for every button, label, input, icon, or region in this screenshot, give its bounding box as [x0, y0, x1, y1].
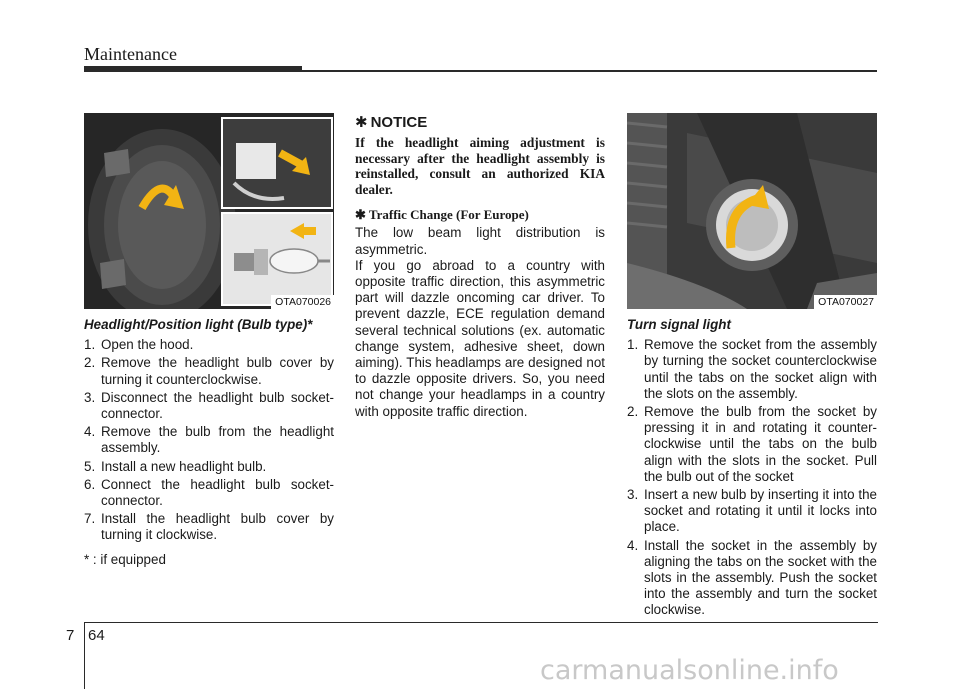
- list-item: 7. Install the headlight bulb cover by turning it clockwise.: [84, 511, 334, 543]
- chapter-number: 7: [66, 627, 75, 644]
- list-item: 2. Remove the bulb from the socket by pressing it in and rotating it counter-clockwise until the tabs on the bulb align with the slots in the socket. Pull the bulb out of the socket: [627, 404, 877, 484]
- header-rule-thin: [302, 70, 877, 72]
- asterisk-icon: ✱: [355, 207, 366, 223]
- list-item: 4. Remove the bulb from the headlight assembly.: [84, 424, 334, 456]
- notice-heading: [355, 115, 605, 131]
- notice-text: If the headlight aiming adjustment is necessary after the headlight assembly is reinstalled, consult an authorized KIA dealer.: [355, 135, 605, 197]
- turn-signal-section-title: Turn signal light: [627, 317, 731, 332]
- watermark: carmanualsonline.info: [540, 655, 839, 686]
- list-item: 3. Insert a new bulb by inserting it into the socket and rotating it until it locks into place.: [627, 487, 877, 535]
- figure-code: OTA070026: [271, 295, 334, 309]
- list-item: 1. Remove the socket from the assembly by turning the socket counterclockwise until the tabs on the socket align with the slots on the assembly.: [627, 337, 877, 401]
- turn-signal-photo-illustration: [627, 113, 877, 309]
- header-rule-thick: [84, 66, 302, 72]
- footnote: * : if equipped: [84, 551, 166, 567]
- page-number: 64: [88, 627, 105, 644]
- footer-rule: [84, 622, 878, 623]
- middle-column: [355, 113, 605, 420]
- traffic-change-label: Traffic Change (For Europe): [368, 207, 529, 223]
- list-item: 4. Install the socket in the assembly by aligning the tabs on the socket with the slots in the assembly. Push the socket into the assembly and turn the socket clockwise.: [627, 537, 877, 618]
- paragraph: If you go abroad to a country with opposite traffic direction, this asymmetric part will dazzle oncoming car driver. To prevent dazzle, ECE regulation demand several technical solutions (ex. automatic change system, adhesive sheet, down aiming). This headlamps are designed not to dazzle opposite drivers. So, you need not change your headlamps in a country with opposite traffic direction.: [355, 257, 605, 419]
- figure-code: OTA070027: [814, 295, 877, 309]
- headlight-steps-list: [84, 337, 334, 543]
- list-item: 2. Remove the headlight bulb cover by turning it counterclockwise.: [84, 355, 334, 387]
- headlight-section-title: Headlight/Position light (Bulb type)*: [84, 317, 313, 332]
- paragraph: The low beam light distribution is asymmetric.: [355, 225, 605, 257]
- right-column: [627, 113, 877, 621]
- list-item: 6. Connect the headlight bulb socket-connector.: [84, 476, 334, 509]
- asterisk-icon: ✱: [355, 114, 368, 131]
- notice-label: NOTICE: [370, 114, 428, 131]
- headlight-figure: [84, 113, 334, 309]
- left-column: [84, 113, 334, 568]
- list-item: 1. Open the hood.: [84, 337, 194, 353]
- turn-signal-steps-list: [627, 337, 877, 618]
- traffic-change-heading: [355, 207, 605, 223]
- list-item: 5. Install a new headlight bulb.: [84, 458, 267, 474]
- turn-signal-figure: [627, 113, 877, 309]
- headlight-photo-illustration: [84, 113, 334, 309]
- section-header: Maintenance: [84, 44, 177, 64]
- footer-divider: [84, 622, 85, 689]
- list-item: 3. Disconnect the headlight bulb socket-connector.: [84, 389, 334, 422]
